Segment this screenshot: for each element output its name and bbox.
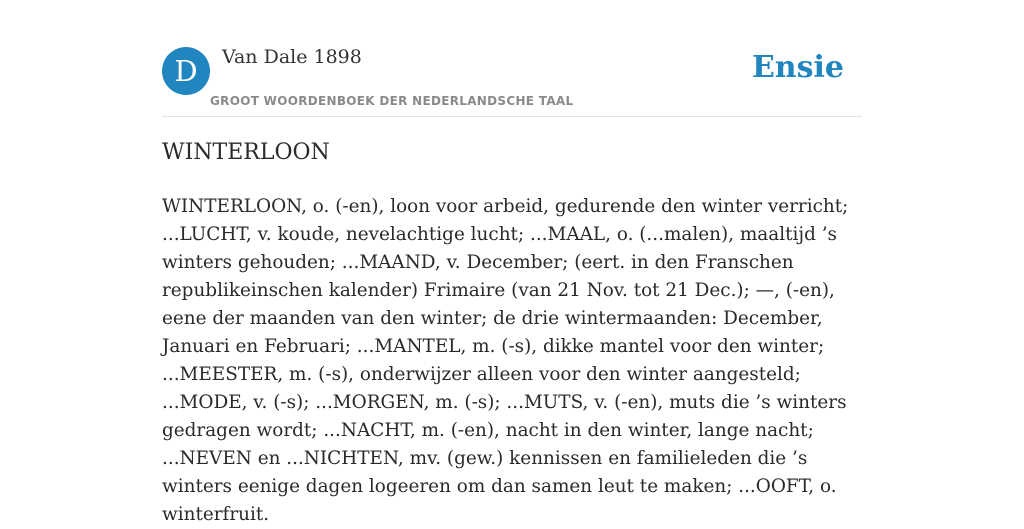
entry-definition: WINTERLOON, o. (-en), loon voor arbeid, gedurende den winter verricht; ...LUCHT, v. koude, nevelachtige lucht; ...MAAL, o. (...malen), maaltijd ’s winters gehouden; ...MAAND, v. December; (eert. in den Franschen republikeinschen kalender) Frimaire (van 21 Nov. tot 21 Dec.); —, (-en), eene der maanden van den winter; de drie wintermaanden: December, Januari en Februari; ...MANTEL, m. (-s), dikke mantel voor den winter; ...MEESTER, m. (-s), onderwijzer alleen voor den winter aangesteld; ...MODE, v. (-s); ...MORGEN, m. (-s); ...MUTS, v. (-en), muts die ’s winters gedragen wordt; ...NACHT, m. (-en), nacht in den winter, lange nacht; ...NEVEN en ...NICHTEN, mv. (gew.) kennissen en familieleden die ’s winters eenige dagen logeeren om dan samen leut te maken; ...OOFT, o. winterfruit. [162, 196, 849, 525]
brand-logo[interactable]: Ensie [751, 50, 844, 85]
header [162, 46, 862, 117]
dictionary-title[interactable]: Van Dale 1898 [222, 46, 362, 68]
entry-headword: WINTERLOON [162, 140, 330, 165]
dictionary-avatar[interactable]: D [162, 47, 210, 95]
dictionary-subtitle: GROOT WOORDENBOEK DER NEDERLANDSCHE TAAL [210, 94, 574, 108]
